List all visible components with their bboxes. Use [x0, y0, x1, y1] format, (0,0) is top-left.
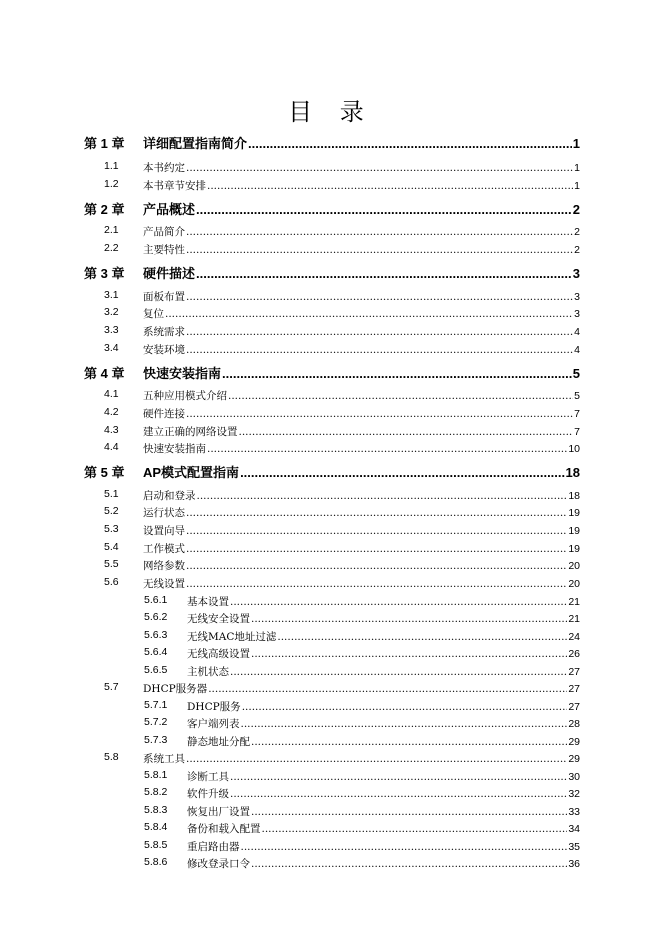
toc-title: 网络参数 — [143, 560, 185, 572]
toc-subsection-entry[interactable] — [144, 699, 580, 714]
toc-title: 客户端列表 — [187, 718, 240, 730]
toc-section-entry[interactable] — [104, 681, 580, 696]
toc-title: 基本设置 — [187, 596, 229, 608]
toc-subsection-entry[interactable] — [144, 664, 580, 679]
toc-number: 5.6.3 — [144, 629, 168, 641]
toc-page-number: 1 — [572, 136, 580, 151]
toc-section-entry[interactable] — [104, 342, 580, 357]
toc-number: 5.8.1 — [144, 769, 168, 781]
toc-page-number: 7 — [574, 408, 580, 420]
dot-leader — [251, 736, 567, 748]
toc-title: 无线安全设置 — [187, 613, 250, 625]
toc-title: 硬件连接 — [143, 408, 185, 420]
toc-title: 诊断工具 — [187, 771, 229, 783]
toc-page-number: 29 — [568, 736, 580, 748]
toc-number: 2.1 — [104, 224, 119, 236]
toc-page-number: 30 — [568, 771, 580, 783]
dot-leader — [251, 613, 567, 625]
toc-subsection-entry[interactable] — [144, 646, 580, 661]
dot-leader — [241, 841, 568, 853]
toc-title: 设置向导 — [143, 525, 185, 537]
toc-page-number: 19 — [568, 507, 580, 519]
toc-page-number: 1 — [574, 162, 580, 174]
toc-title: 无线高级设置 — [187, 648, 250, 660]
dot-leader — [186, 226, 573, 238]
toc-number: 5.8.6 — [144, 856, 168, 868]
toc-number: 第 2 章 — [84, 202, 125, 217]
toc-title: 硬件描述 — [143, 266, 196, 281]
toc-number: 5.4 — [104, 541, 119, 553]
toc-title: 复位 — [143, 308, 164, 320]
toc-title: 无线设置 — [143, 578, 185, 590]
toc-page-number: 10 — [568, 443, 580, 455]
toc-title: 快速安装指南 — [143, 366, 222, 381]
toc-number: 5.8.5 — [144, 839, 168, 851]
toc-page-number: 36 — [568, 858, 580, 870]
toc-title: 重启路由器 — [187, 841, 240, 853]
toc-title: 主机状态 — [187, 666, 229, 678]
toc-page-number: 20 — [568, 560, 580, 572]
toc-page-number: 5 — [572, 366, 580, 381]
toc-title: 五种应用模式介绍 — [143, 390, 227, 402]
dot-leader — [186, 753, 567, 765]
toc-number: 4.4 — [104, 441, 119, 453]
toc-page-number: 26 — [568, 648, 580, 660]
toc-page-number: 4 — [574, 344, 580, 356]
toc-chapter-entry[interactable] — [84, 263, 580, 282]
toc-title: 系统需求 — [143, 326, 185, 338]
toc-number: 5.8.2 — [144, 786, 168, 798]
toc-number: 5.6.1 — [144, 594, 168, 606]
toc-page-number: 24 — [568, 631, 580, 643]
toc-section-entry[interactable] — [104, 488, 580, 503]
toc-page-number: 2 — [574, 244, 580, 256]
toc-page-number: 18 — [565, 465, 580, 480]
dot-leader — [196, 202, 572, 217]
toc-title: 启动和登录 — [143, 490, 196, 502]
toc-section-entry[interactable] — [104, 224, 580, 239]
toc-number: 3.3 — [104, 324, 119, 336]
dot-leader — [186, 525, 567, 537]
toc-page-number: 27 — [568, 666, 580, 678]
dot-leader — [186, 326, 573, 338]
toc-page-number: 3 — [572, 266, 580, 281]
toc-title: 运行状态 — [143, 507, 185, 519]
dot-leader — [222, 366, 572, 381]
toc-chapter-entry[interactable] — [84, 133, 580, 152]
dot-leader — [186, 408, 573, 420]
toc-title: 静态地址分配 — [187, 736, 250, 748]
toc-page-number: 34 — [568, 823, 580, 835]
page-title: 目 录 — [288, 98, 374, 126]
toc-title: 软件升级 — [187, 788, 229, 800]
toc-number: 第 1 章 — [84, 136, 125, 151]
dot-leader — [186, 344, 573, 356]
toc-subsection-entry[interactable] — [144, 716, 580, 731]
toc-number: 第 3 章 — [84, 266, 125, 281]
dot-leader — [186, 543, 567, 555]
toc-chapter-entry[interactable] — [84, 363, 580, 382]
toc-title: 修改登录口令 — [187, 858, 250, 870]
toc-number: 5.8.4 — [144, 821, 168, 833]
toc-number: 3.4 — [104, 342, 119, 354]
toc-number: 1.2 — [104, 178, 119, 190]
dot-leader — [186, 162, 573, 174]
dot-leader — [165, 308, 573, 320]
toc-title: 恢复出厂设置 — [187, 806, 250, 818]
dot-leader — [241, 718, 568, 730]
toc-page-number: 28 — [568, 718, 580, 730]
toc-page-number: 7 — [574, 426, 580, 438]
dot-leader — [230, 771, 567, 783]
toc-number: 1.1 — [104, 160, 119, 172]
toc-number: 5.6.5 — [144, 664, 168, 676]
toc-page-number: 1 — [574, 180, 580, 192]
toc-section-entry[interactable] — [104, 388, 580, 403]
toc-section-entry[interactable] — [104, 558, 580, 573]
dot-leader — [186, 560, 567, 572]
toc-number: 第 5 章 — [84, 465, 125, 480]
dot-leader — [196, 266, 572, 281]
toc-number: 4.1 — [104, 388, 119, 400]
toc-page-number: 21 — [568, 613, 580, 625]
toc-section-entry[interactable] — [104, 424, 580, 439]
toc-chapter-entry[interactable] — [84, 199, 580, 218]
toc-title: 工作模式 — [143, 543, 185, 555]
toc-title: 面板布置 — [143, 291, 185, 303]
toc-number: 5.6.4 — [144, 646, 168, 658]
toc-number: 5.7 — [104, 681, 119, 693]
toc-section-entry[interactable] — [104, 306, 580, 321]
toc-subsection-entry[interactable] — [144, 839, 580, 854]
toc-section-entry[interactable] — [104, 541, 580, 556]
dot-leader — [186, 291, 573, 303]
toc-number: 2.2 — [104, 242, 119, 254]
dot-leader — [230, 596, 567, 608]
dot-leader — [242, 701, 568, 713]
toc-page-number: 27 — [568, 701, 580, 713]
toc-number: 5.1 — [104, 488, 119, 500]
toc-title: 建立正确的网络设置 — [143, 426, 238, 438]
dot-leader — [248, 136, 572, 151]
dot-leader — [239, 426, 574, 438]
dot-leader — [230, 666, 567, 678]
toc-number: 4.3 — [104, 424, 119, 436]
toc-page-number: 27 — [568, 683, 580, 695]
toc-section-entry[interactable] — [104, 523, 580, 538]
toc-section-entry[interactable] — [104, 441, 580, 456]
dot-leader — [251, 858, 567, 870]
toc-page-number: 19 — [568, 525, 580, 537]
toc-title: 主要特性 — [143, 244, 185, 256]
toc-title: DHCP服务器 — [143, 683, 208, 695]
toc-section-entry[interactable] — [104, 505, 580, 520]
toc-page-number: 3 — [574, 308, 580, 320]
toc-page-number: 2 — [574, 226, 580, 238]
toc-page-number: 33 — [568, 806, 580, 818]
dot-leader — [240, 465, 564, 480]
toc-title: 安装环境 — [143, 344, 185, 356]
toc-page-number: 2 — [572, 202, 580, 217]
dot-leader — [186, 507, 567, 519]
toc-subsection-entry[interactable] — [144, 786, 580, 801]
dot-leader — [186, 244, 573, 256]
toc-number: 5.5 — [104, 558, 119, 570]
toc-title: AP模式配置指南 — [143, 465, 240, 480]
toc-subsection-entry[interactable] — [144, 856, 580, 871]
toc-subsection-entry[interactable] — [144, 734, 580, 749]
dot-leader — [262, 823, 568, 835]
toc-title: 本书章节安排 — [143, 180, 206, 192]
toc-number: 5.7.3 — [144, 734, 168, 746]
toc-number: 4.2 — [104, 406, 119, 418]
toc-number: 5.7.2 — [144, 716, 168, 728]
toc-page-number: 19 — [568, 543, 580, 555]
toc-section-entry[interactable] — [104, 324, 580, 339]
toc-title: 无线MAC地址过滤 — [187, 631, 277, 643]
dot-leader — [207, 443, 567, 455]
dot-leader — [251, 648, 567, 660]
toc-page-number: 3 — [574, 291, 580, 303]
dot-leader — [207, 180, 573, 192]
toc-title: 备份和载入配置 — [187, 823, 261, 835]
toc-number: 5.8.3 — [144, 804, 168, 816]
toc-number: 第 4 章 — [84, 366, 125, 381]
toc-number: 5.6.2 — [144, 611, 168, 623]
toc-subsection-entry[interactable] — [144, 804, 580, 819]
toc-title: 快速安装指南 — [143, 443, 206, 455]
toc-page-number: 20 — [568, 578, 580, 590]
toc-number: 5.8 — [104, 751, 119, 763]
toc-section-entry[interactable] — [104, 242, 580, 257]
toc-title: 产品概述 — [143, 202, 196, 217]
toc-title: DHCP服务 — [187, 701, 241, 713]
toc-number: 5.7.1 — [144, 699, 168, 711]
toc-section-entry[interactable] — [104, 751, 580, 766]
toc-number: 5.3 — [104, 523, 119, 535]
toc-page-number: 5 — [574, 390, 580, 402]
toc-title: 产品简介 — [143, 226, 185, 238]
toc-page-number: 35 — [568, 841, 580, 853]
dot-leader — [208, 683, 567, 695]
dot-leader — [228, 390, 573, 402]
toc-subsection-entry[interactable] — [144, 611, 580, 626]
toc-page-number: 18 — [568, 490, 580, 502]
toc-number: 3.1 — [104, 289, 119, 301]
toc-section-entry[interactable] — [104, 160, 580, 175]
toc-page-number: 32 — [568, 788, 580, 800]
dot-leader — [230, 788, 567, 800]
toc-subsection-entry[interactable] — [144, 821, 580, 836]
toc-page-number: 21 — [568, 596, 580, 608]
toc-section-entry[interactable] — [104, 178, 580, 193]
dot-leader — [251, 806, 567, 818]
toc-number: 5.2 — [104, 505, 119, 517]
toc-subsection-entry[interactable] — [144, 629, 580, 644]
dot-leader — [277, 631, 567, 643]
dot-leader — [197, 490, 568, 502]
toc-page-number: 29 — [568, 753, 580, 765]
toc-title: 本书约定 — [143, 162, 185, 174]
toc-section-entry[interactable] — [104, 289, 580, 304]
toc-title: 系统工具 — [143, 753, 185, 765]
toc-subsection-entry[interactable] — [144, 594, 580, 609]
toc-title: 详细配置指南简介 — [143, 136, 248, 151]
toc-section-entry[interactable] — [104, 576, 580, 591]
toc-number: 3.2 — [104, 306, 119, 318]
toc-chapter-entry[interactable] — [84, 462, 580, 481]
toc-number: 5.6 — [104, 576, 119, 588]
toc-page-number: 4 — [574, 326, 580, 338]
dot-leader — [186, 578, 567, 590]
toc-section-entry[interactable] — [104, 406, 580, 421]
toc-subsection-entry[interactable] — [144, 769, 580, 784]
